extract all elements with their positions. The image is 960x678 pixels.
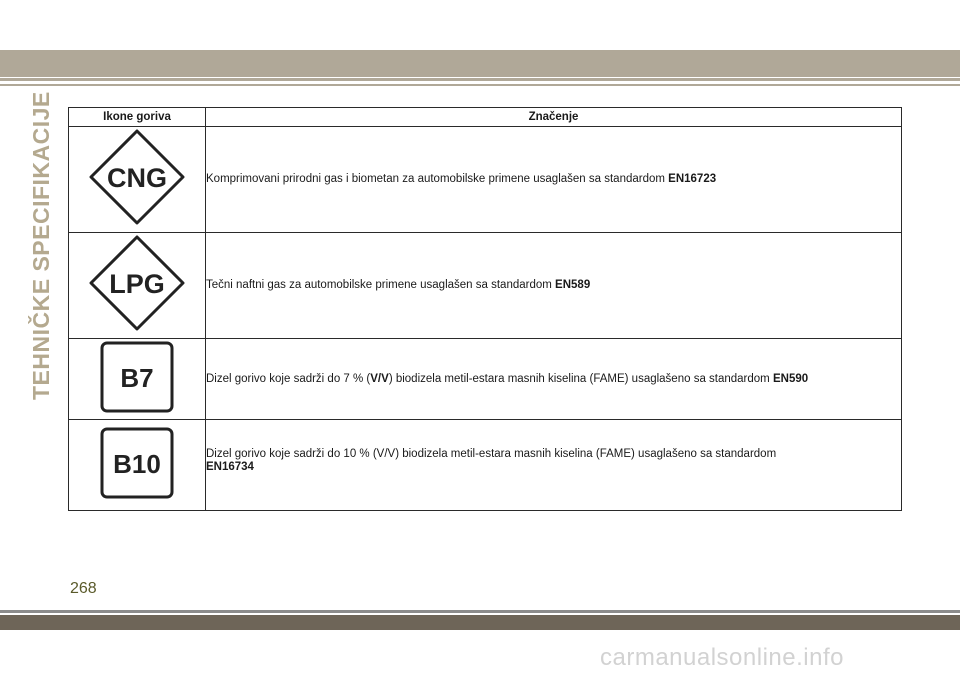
header-rule-thin: [0, 84, 960, 86]
table-row: [69, 233, 902, 339]
icon-cell: [69, 339, 206, 420]
icon-cell: [69, 233, 206, 339]
icon-cell: [69, 127, 206, 233]
header-band: [0, 50, 960, 77]
meaning-cell: [206, 233, 902, 339]
icon-cell: [69, 420, 206, 511]
lpg-label: LPG: [109, 269, 165, 299]
header-rule: [0, 78, 960, 81]
standard-code: EN589: [555, 279, 591, 291]
standard-code: EN16723: [668, 173, 717, 185]
description-text: Dizel gorivo koje sadrži do 10 % (V/V) biodizela metil-estara masnih kiselina (FAME) usaglašeno sa standardom: [206, 448, 777, 460]
meaning-cell: [206, 339, 902, 420]
watermark: carmanualsonline.info: [600, 644, 844, 671]
fuel-icons-table: [68, 107, 902, 511]
b10-square-icon: [99, 426, 175, 500]
standard-code: EN16734: [206, 461, 254, 473]
column-header-icons: Ikone goriva: [69, 108, 206, 127]
lpg-diamond-icon: [87, 233, 187, 333]
column-header-meaning: Značenje: [206, 108, 902, 127]
table-row: [69, 339, 902, 420]
page-number: 268: [70, 580, 97, 597]
standard-code: EN590: [772, 372, 809, 385]
section-side-title: TEHNIČKE SPECIFIKACIJE: [28, 91, 54, 400]
table-row: [69, 420, 902, 511]
meaning-cell: [206, 127, 902, 233]
meaning-cell: [206, 420, 902, 511]
cng-diamond-icon: [87, 127, 187, 227]
b7-label: B7: [120, 362, 154, 393]
table-row: [69, 127, 902, 233]
b10-label: B10: [113, 448, 161, 479]
table-header-row: [69, 108, 902, 127]
b7-square-icon: [99, 340, 175, 414]
description-text-cont: ) biodizela metil-estara masnih kiselina (FAME) usaglašeno sa standardom: [388, 372, 773, 385]
description-text: Tečni naftni gas za automobilske primene usaglašen sa standardom: [206, 279, 556, 291]
footer-band: [0, 615, 960, 630]
description-text: Komprimovani prirodni gas i biometan za automobilske primene usaglašen sa standardom: [206, 173, 669, 185]
footer-rule: [0, 610, 960, 613]
description-text: Dizel gorivo koje sadrži do 7 % (: [206, 372, 371, 385]
cng-label: CNG: [107, 163, 167, 193]
unit-vv: V/V: [370, 372, 389, 385]
